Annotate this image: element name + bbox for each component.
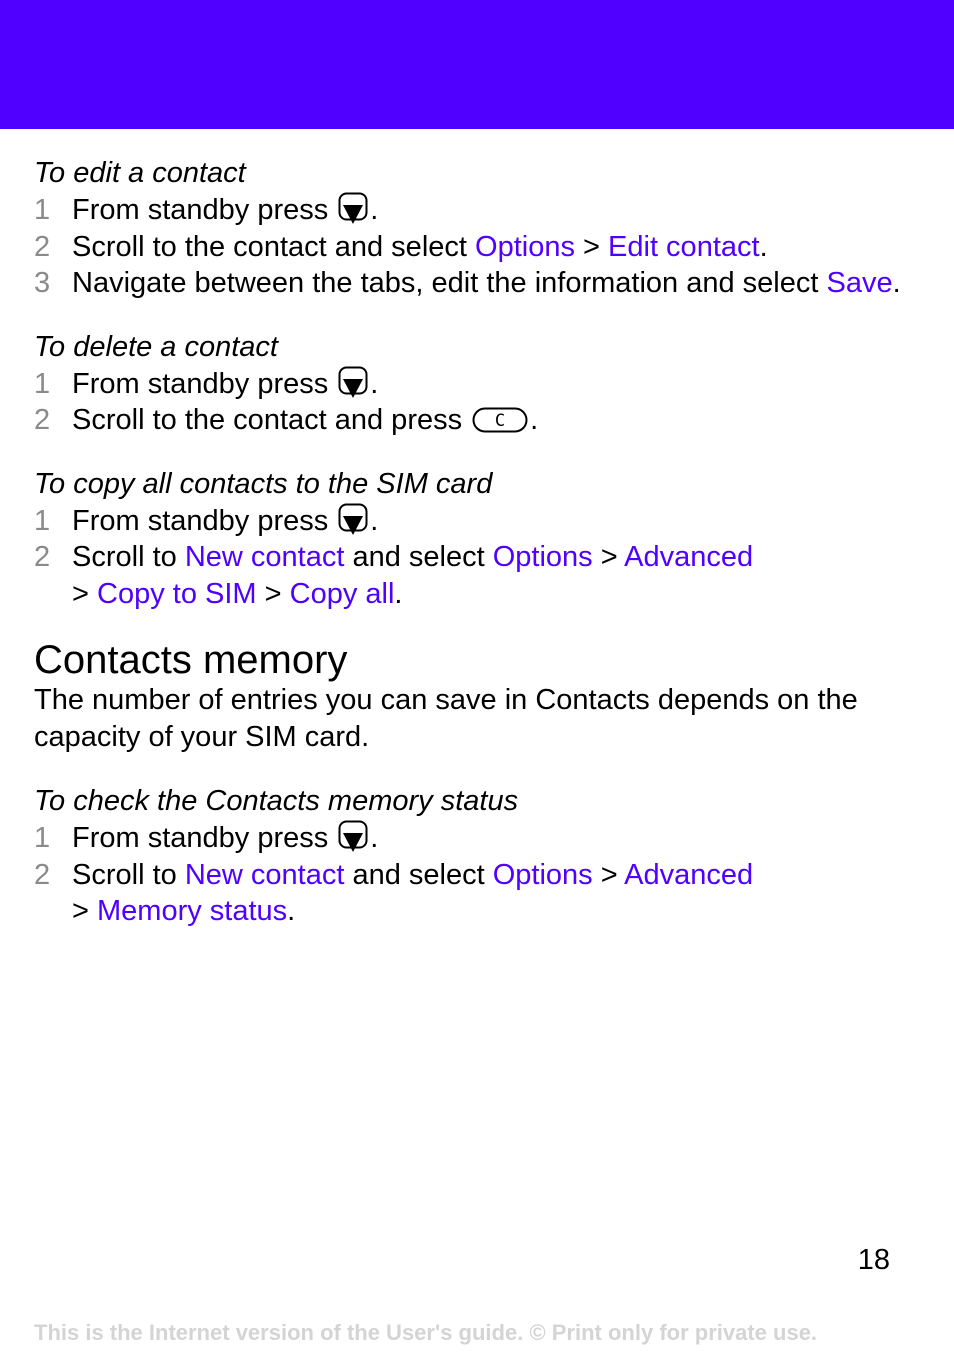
heading-memory-status: To check the Contacts memory status <box>34 785 519 817</box>
section-delete-contact <box>34 328 914 439</box>
step-2: 2 Scroll to the contact and select Options > Edit contact. <box>34 229 914 266</box>
menu-save: Save <box>826 267 893 299</box>
step-text: From standby press <box>72 367 329 400</box>
menu-copy-to-sim: Copy to SIM <box>97 577 257 610</box>
step-text: Scroll to the contact and press <box>72 404 463 436</box>
separator: > <box>600 858 618 891</box>
separator: > <box>600 541 618 573</box>
step-number: 1 <box>34 367 51 400</box>
step-number: 1 <box>34 822 51 854</box>
step-number: 2 <box>34 541 51 573</box>
menu-advanced: Advanced <box>624 541 754 573</box>
step-2: 2 Scroll to the contact and press C . <box>34 402 914 439</box>
nav-key-down-icon <box>338 192 368 226</box>
step-1: 1 From standby press . <box>34 192 914 229</box>
page-content <box>34 154 914 930</box>
paragraph-memory: The number of entries you can save in Contacts depends on the capacity of your SIM card. <box>34 684 858 753</box>
menu-options: Options <box>492 858 593 891</box>
step-text: Scroll to the contact and select <box>72 230 467 263</box>
heading-delete-contact: To delete a contact <box>34 330 278 363</box>
c-key-label: C <box>494 411 506 431</box>
step-1: 1 From standby press . <box>34 366 914 403</box>
step-text: and select <box>352 858 485 891</box>
step-2: 2 Scroll to New contact and select Options > Advanced > Copy to SIM > Copy all. <box>34 541 754 610</box>
step-text: From standby press <box>72 194 329 226</box>
menu-edit-contact: Edit contact <box>608 230 760 263</box>
step-text: Scroll to <box>72 858 177 891</box>
step-number: 1 <box>34 194 51 226</box>
menu-advanced: Advanced <box>624 858 754 891</box>
page-number: 18 <box>857 1244 890 1276</box>
menu-options: Options <box>492 541 593 573</box>
menu-copy-all: Copy all <box>289 577 395 610</box>
step-number: 2 <box>34 230 51 263</box>
step-number: 1 <box>34 504 51 537</box>
separator: > <box>72 895 89 927</box>
step-text: Scroll to <box>72 541 177 573</box>
section-title-contacts-memory: Contacts memory <box>34 638 348 682</box>
separator: > <box>583 230 600 263</box>
nav-key-down-icon <box>338 820 368 854</box>
heading-copy-to-sim: To copy all contacts to the SIM card <box>34 467 493 500</box>
step-number: 2 <box>34 858 51 891</box>
step-2: 2 Scroll to New contact and select Options > Advanced > Memory status. <box>34 858 754 927</box>
section-contacts-memory <box>34 638 914 930</box>
nav-key-down-icon <box>338 503 368 537</box>
step-1: 1 From standby press . <box>34 820 914 857</box>
separator: > <box>264 577 282 610</box>
step-number: 2 <box>34 404 51 436</box>
step-1: 1 From standby press . <box>34 503 914 540</box>
section-edit-contact <box>34 154 914 302</box>
heading-edit-contact: To edit a contact <box>34 157 246 189</box>
section-copy-to-sim <box>34 465 914 613</box>
menu-options: Options <box>475 230 575 263</box>
step-text: Navigate between the tabs, edit the information and select <box>72 267 819 299</box>
step-text: and select <box>352 541 485 573</box>
c-key-icon <box>472 407 528 433</box>
step-text: From standby press <box>72 504 329 537</box>
step-3: 3 Navigate between the tabs, edit the information and select Save. <box>34 265 914 302</box>
step-number: 3 <box>34 267 51 299</box>
menu-memory-status: Memory status <box>97 895 288 927</box>
menu-new-contact: New contact <box>184 541 345 573</box>
header-band <box>0 0 954 129</box>
separator: > <box>72 577 89 610</box>
menu-new-contact: New contact <box>184 858 345 891</box>
footer-notice: This is the Internet version of the User's guide. © Print only for private use. <box>34 1320 818 1345</box>
nav-key-down-icon <box>338 366 368 400</box>
step-text: From standby press <box>72 822 329 854</box>
